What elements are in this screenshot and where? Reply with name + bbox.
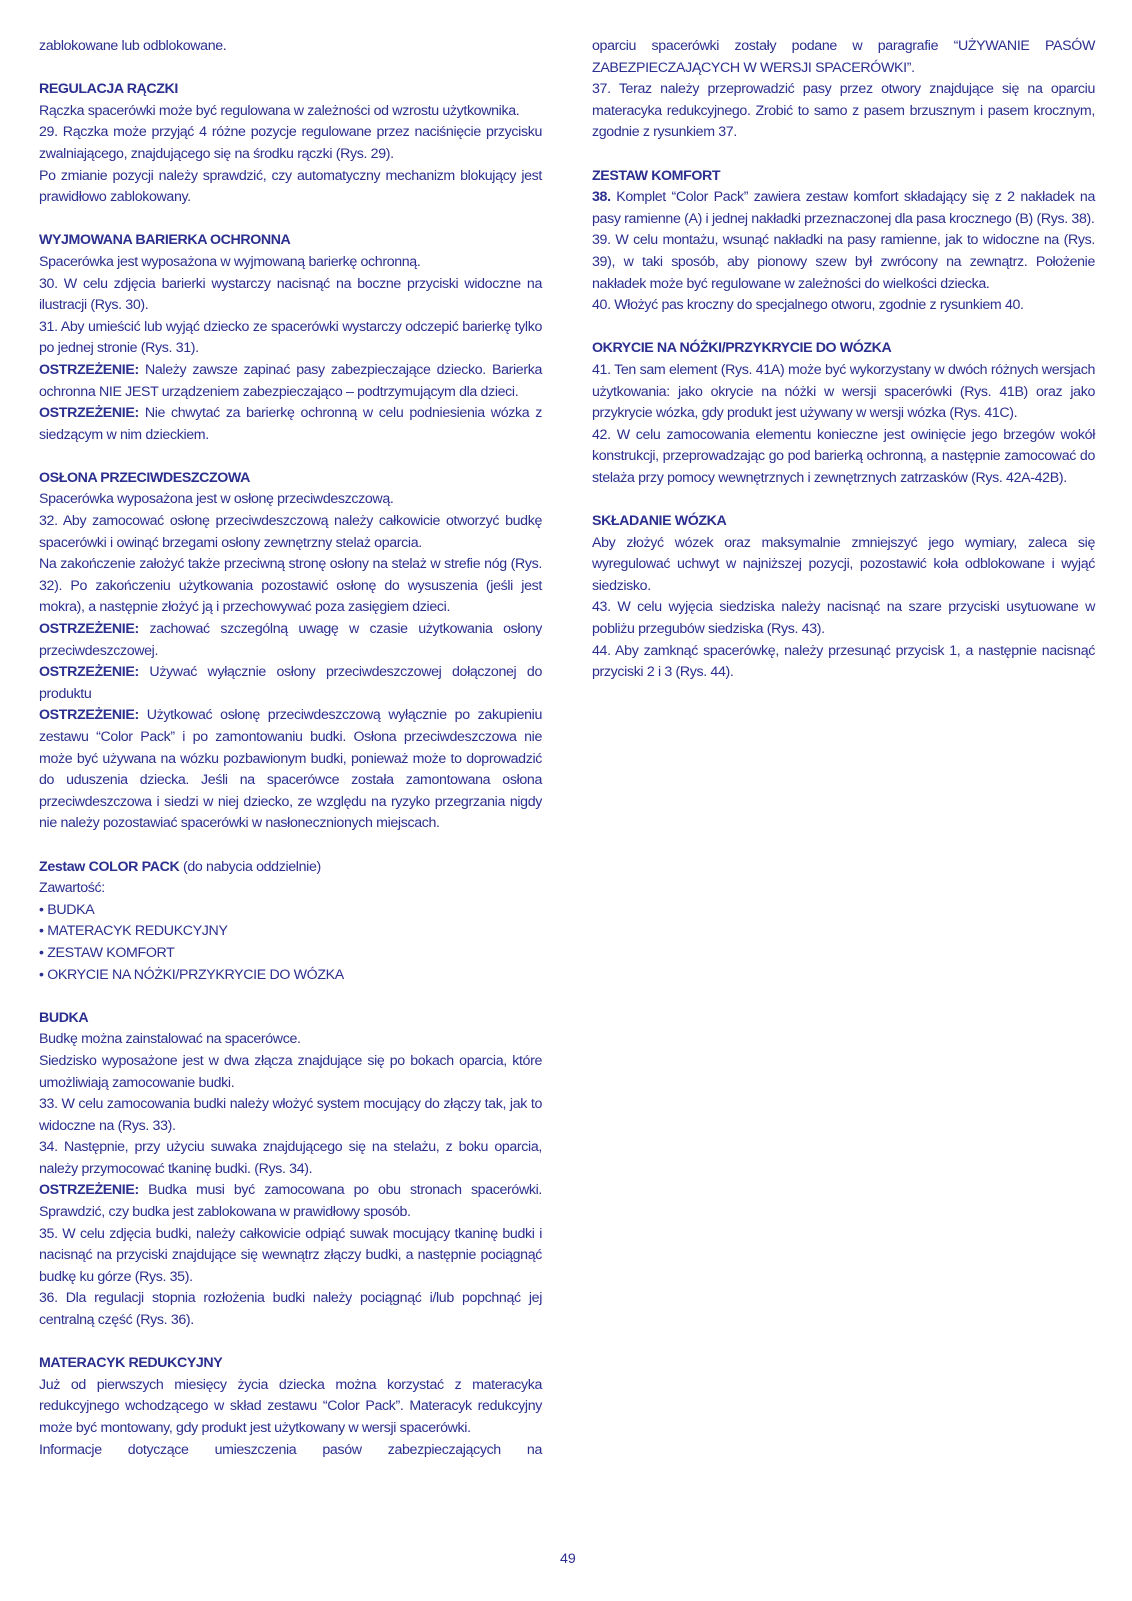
paragraph: 35. W celu zdjęcia budki, należy całkowicie odpiąć suwak mocujący tkaninę budki i nacisnąć na przyciski znajdujące się wewnątrz złączy budki, a następnie pociągnąć budkę ku górze (Rys. 35). — [39, 1225, 542, 1285]
page-number: 49 — [560, 1551, 576, 1567]
warning-text: Użytkować osłonę przeciwdeszczową wyłącznie po zakupieniu zestawu “Color Pack” i po zamontowaniu budki. Osłona przeciwdeszczowa nie może być używana na wózku pozbawionym budki, ponieważ może to doprowadzić do uduszenia dziecka. Jeśli na spacerówce została zamontowana osłona przeciwdeszczowa i siedzi w niej dziecko, ze względu na ryzyko przegrzania nigdy nie należy pozostawiać spacerówki w nasłonecznionych miejscach. — [39, 707, 542, 832]
paragraph: 43. W celu wyjęcia siedziska należy nacisnąć na szare przyciski usytuowane w pobliżu przegubów siedziska (Rys. 43). — [592, 599, 1095, 638]
paragraph: Informacje dotyczące umieszczenia pasów zabezpieczających na — [39, 1441, 542, 1458]
section-heading-removable-bumper-bar: WYJMOWANA BARIERKA OCHRONNA — [39, 232, 291, 249]
warning-paragraph — [39, 662, 542, 705]
section-heading-reducer-mattress: MATERACYK REDUKCYJNY — [39, 1355, 223, 1372]
color-pack-note: (do nabycia oddzielnie) — [179, 858, 321, 875]
section-heading-rain-cover: OSŁONA PRZECIWDESZCZOWA — [39, 469, 250, 486]
warning-label: OSTRZEŻENIE: — [39, 405, 139, 422]
warning-label: OSTRZEŻENIE: — [39, 664, 139, 681]
section-heading-color-pack — [39, 857, 542, 879]
warning-text: Używać wyłącznie osłony przeciwdeszczowej dołączonej do produktu — [39, 664, 542, 702]
right-column — [592, 36, 1095, 684]
list-item: • MATERACYK REDUKCYJNY — [39, 923, 228, 940]
paragraph: Na zakończenie założyć także przeciwną stronę osłony na stelaż w strefie nóg (Rys. 32). Po zakończeniu użytkowania pozostawić osłonę do wysuszenia (jeśli jest mokra), a następnie złożyć ją i przechowywać poza zasięgiem dzieci. — [39, 556, 542, 616]
section-heading-footmuff: OKRYCIE NA NÓŻKI/PRZYKRYCIE DO WÓZKA — [592, 340, 892, 357]
paragraph: 44. Aby zamknąć spacerówkę, należy przesunąć przycisk 1, a następnie nacisnąć przyciski 2 i 3 (Rys. 44). — [592, 642, 1095, 681]
paragraph: 31. Aby umieścić lub wyjąć dziecko ze spacerówki wystarczy odczepić barierkę tylko po jednej stronie (Rys. 31). — [39, 318, 542, 357]
contents-label: Zawartość: — [39, 880, 105, 897]
paragraph: Spacerówka wyposażona jest w osłonę przeciwdeszczową. — [39, 491, 394, 508]
warning-paragraph — [39, 619, 542, 662]
list-item: • ZESTAW KOMFORT — [39, 944, 175, 961]
left-column — [39, 36, 542, 1461]
paragraph: Budkę można zainstalować na spacerówce. — [39, 1031, 301, 1048]
paragraph: 37. Teraz należy przeprowadzić pasy przez otwory znajdujące się na oparciu materacyka redukcyjnego. Zrobić to samo z pasem brzusznym i pasem krocznym, zgodnie z rysunkiem 37. — [592, 81, 1095, 141]
step-text: Komplet “Color Pack” zawiera zestaw komfort składający się z 2 nakładek na pasy ramienne (A) i jednej nakładki przeznaczonej dla pasa krocznego (B) (Rys. 38). — [592, 189, 1095, 227]
warning-text: zachować szczególną uwagę w czasie użytkowania osłony przeciwdeszczowej. — [39, 621, 542, 659]
warning-paragraph — [39, 360, 542, 403]
paragraph: 29. Rączka może przyjąć 4 różne pozycje regulowane przez naciśnięcie przycisku zwalniającego, znajdującego się na środku rączki (Rys. 29). — [39, 124, 542, 162]
warning-paragraph — [39, 403, 542, 446]
paragraph — [592, 187, 1095, 230]
paragraph: Już od pierwszych miesięcy życia dziecka można korzystać z materacyka redukcyjnego wchodzącego w skład zestawu “Color Pack”. Materacyk redukcyjny może być montowany, gdy produkt jest użytkowany w wersji spacerówki. — [39, 1376, 542, 1436]
warning-label: OSTRZEŻENIE: — [39, 1182, 139, 1199]
contents-list — [39, 900, 542, 986]
paragraph: 30. W celu zdjęcia barierki wystarczy nacisnąć na boczne przyciski widoczne na ilustracji (Rys. 30). — [39, 275, 542, 314]
paragraph: 40. Włożyć pas kroczny do specjalnego otworu, zgodnie z rysunkiem 40. — [592, 297, 1024, 314]
paragraph: 33. W celu zamocowania budki należy włożyć system mocujący do złączy tak, jak to widoczne na (Rys. 33). — [39, 1096, 542, 1134]
list-item: • OKRYCIE NA NÓŻKI/PRZYKRYCIE DO WÓZKA — [39, 966, 344, 983]
section-heading-folding: SKŁADANIE WÓZKA — [592, 513, 727, 530]
paragraph: 32. Aby zamocować osłonę przeciwdeszczową należy całkowicie otworzyć budkę spacerówki i owinąć brzegami osłony zewnętrzny stelaż oparcia. — [39, 513, 542, 551]
warning-paragraph — [39, 1180, 542, 1223]
list-item: • BUDKA — [39, 901, 95, 918]
warning-label: OSTRZEŻENIE: — [39, 707, 139, 724]
warning-label: OSTRZEŻENIE: — [39, 361, 139, 378]
paragraph: Rączka spacerówki może być regulowana w zależności od wzrostu użytkownika. — [39, 102, 520, 119]
step-number: 38. — [592, 189, 611, 206]
color-pack-title: Zestaw COLOR PACK — [39, 858, 180, 875]
paragraph: 34. Następnie, przy użyciu suwaka znajdującego się na stelażu, z boku oparcia, należy przymocować tkaninę budki. (Rys. 34). — [39, 1139, 542, 1177]
warning-label: OSTRZEŻENIE: — [39, 621, 139, 638]
paragraph: Spacerówka jest wyposażona w wyjmowaną barierkę ochronną. — [39, 253, 421, 270]
warning-text: Budka musi być zamocowana po obu stronach spacerówki. Sprawdzić, czy budka jest zablokowana w prawidłowy sposób. — [39, 1182, 542, 1221]
paragraph: 42. W celu zamocowania elementu konieczne jest owinięcie jego brzegów wokół konstrukcji, przeprowadzając go pod barierką ochronną, a następnie zamocować do stelaża przy pomocy wewnętrznych i zewnętrznych zatrzasków (Rys. 42A-42B). — [592, 426, 1095, 486]
warning-text: Należy zawsze zapinać pasy zabezpieczające dziecko. Barierka ochronna NIE JEST urządzeniem zabezpieczająco – podtrzymującym dla dzieci. — [39, 361, 542, 400]
paragraph: Po zmianie pozycji należy sprawdzić, czy automatyczny mechanizm blokujący jest prawidłowo zablokowany. — [39, 167, 542, 206]
section-heading-comfort-set: ZESTAW KOMFORT — [592, 167, 721, 184]
warning-text: Nie chwytać za barierkę ochronną w celu podniesienia wózka z siedzącym w nim dzieckiem. — [39, 405, 542, 443]
section-heading-canopy: BUDKA — [39, 1009, 89, 1026]
warning-paragraph — [39, 705, 542, 835]
paragraph: Aby złożyć wózek oraz maksymalnie zmniejszyć jego wymiary, zaleca się wyregulować uchwyt w najniższej pozycji, pozostawić koła odblokowane i wyjąć siedzisko. — [592, 534, 1095, 594]
paragraph: 39. W celu montażu, wsunąć nakładki na pasy ramienne, jak to widoczne na (Rys. 39), w taki sposób, aby pionowy szew był zwrócony na zewnątrz. Położenie nakładek może być regulowane w zależności do wielkości dziecka. — [592, 232, 1095, 292]
paragraph: 41. Ten sam element (Rys. 41A) może być wykorzystany w dwóch różnych wersjach użytkowania: jako okrycie na nóżki w wersji spacerówki (Rys. 41B) oraz jako przykrycie wózka, gdy produkt jest używany w wersji wózka (Rys. 41C). — [592, 361, 1095, 422]
paragraph: 36. Dla regulacji stopnia rozłożenia budki należy pociągnąć i/lub popchnąć jej centralną część (Rys. 36). — [39, 1290, 542, 1329]
paragraph: oparciu spacerówki zostały podane w paragrafie “UŻYWANIE PASÓW ZABEZPIECZAJĄCYCH W WERSJI SPACERÓWKI”. — [592, 38, 1095, 76]
paragraph: zablokowane lub odblokowane. — [39, 38, 227, 54]
section-heading-handle-adjustment: REGULACJA RĄCZKI — [39, 81, 178, 98]
paragraph: Siedzisko wyposażone jest w dwa złącza znajdujące się po bokach oparcia, które umożliwiają zamocowanie budki. — [39, 1052, 542, 1091]
